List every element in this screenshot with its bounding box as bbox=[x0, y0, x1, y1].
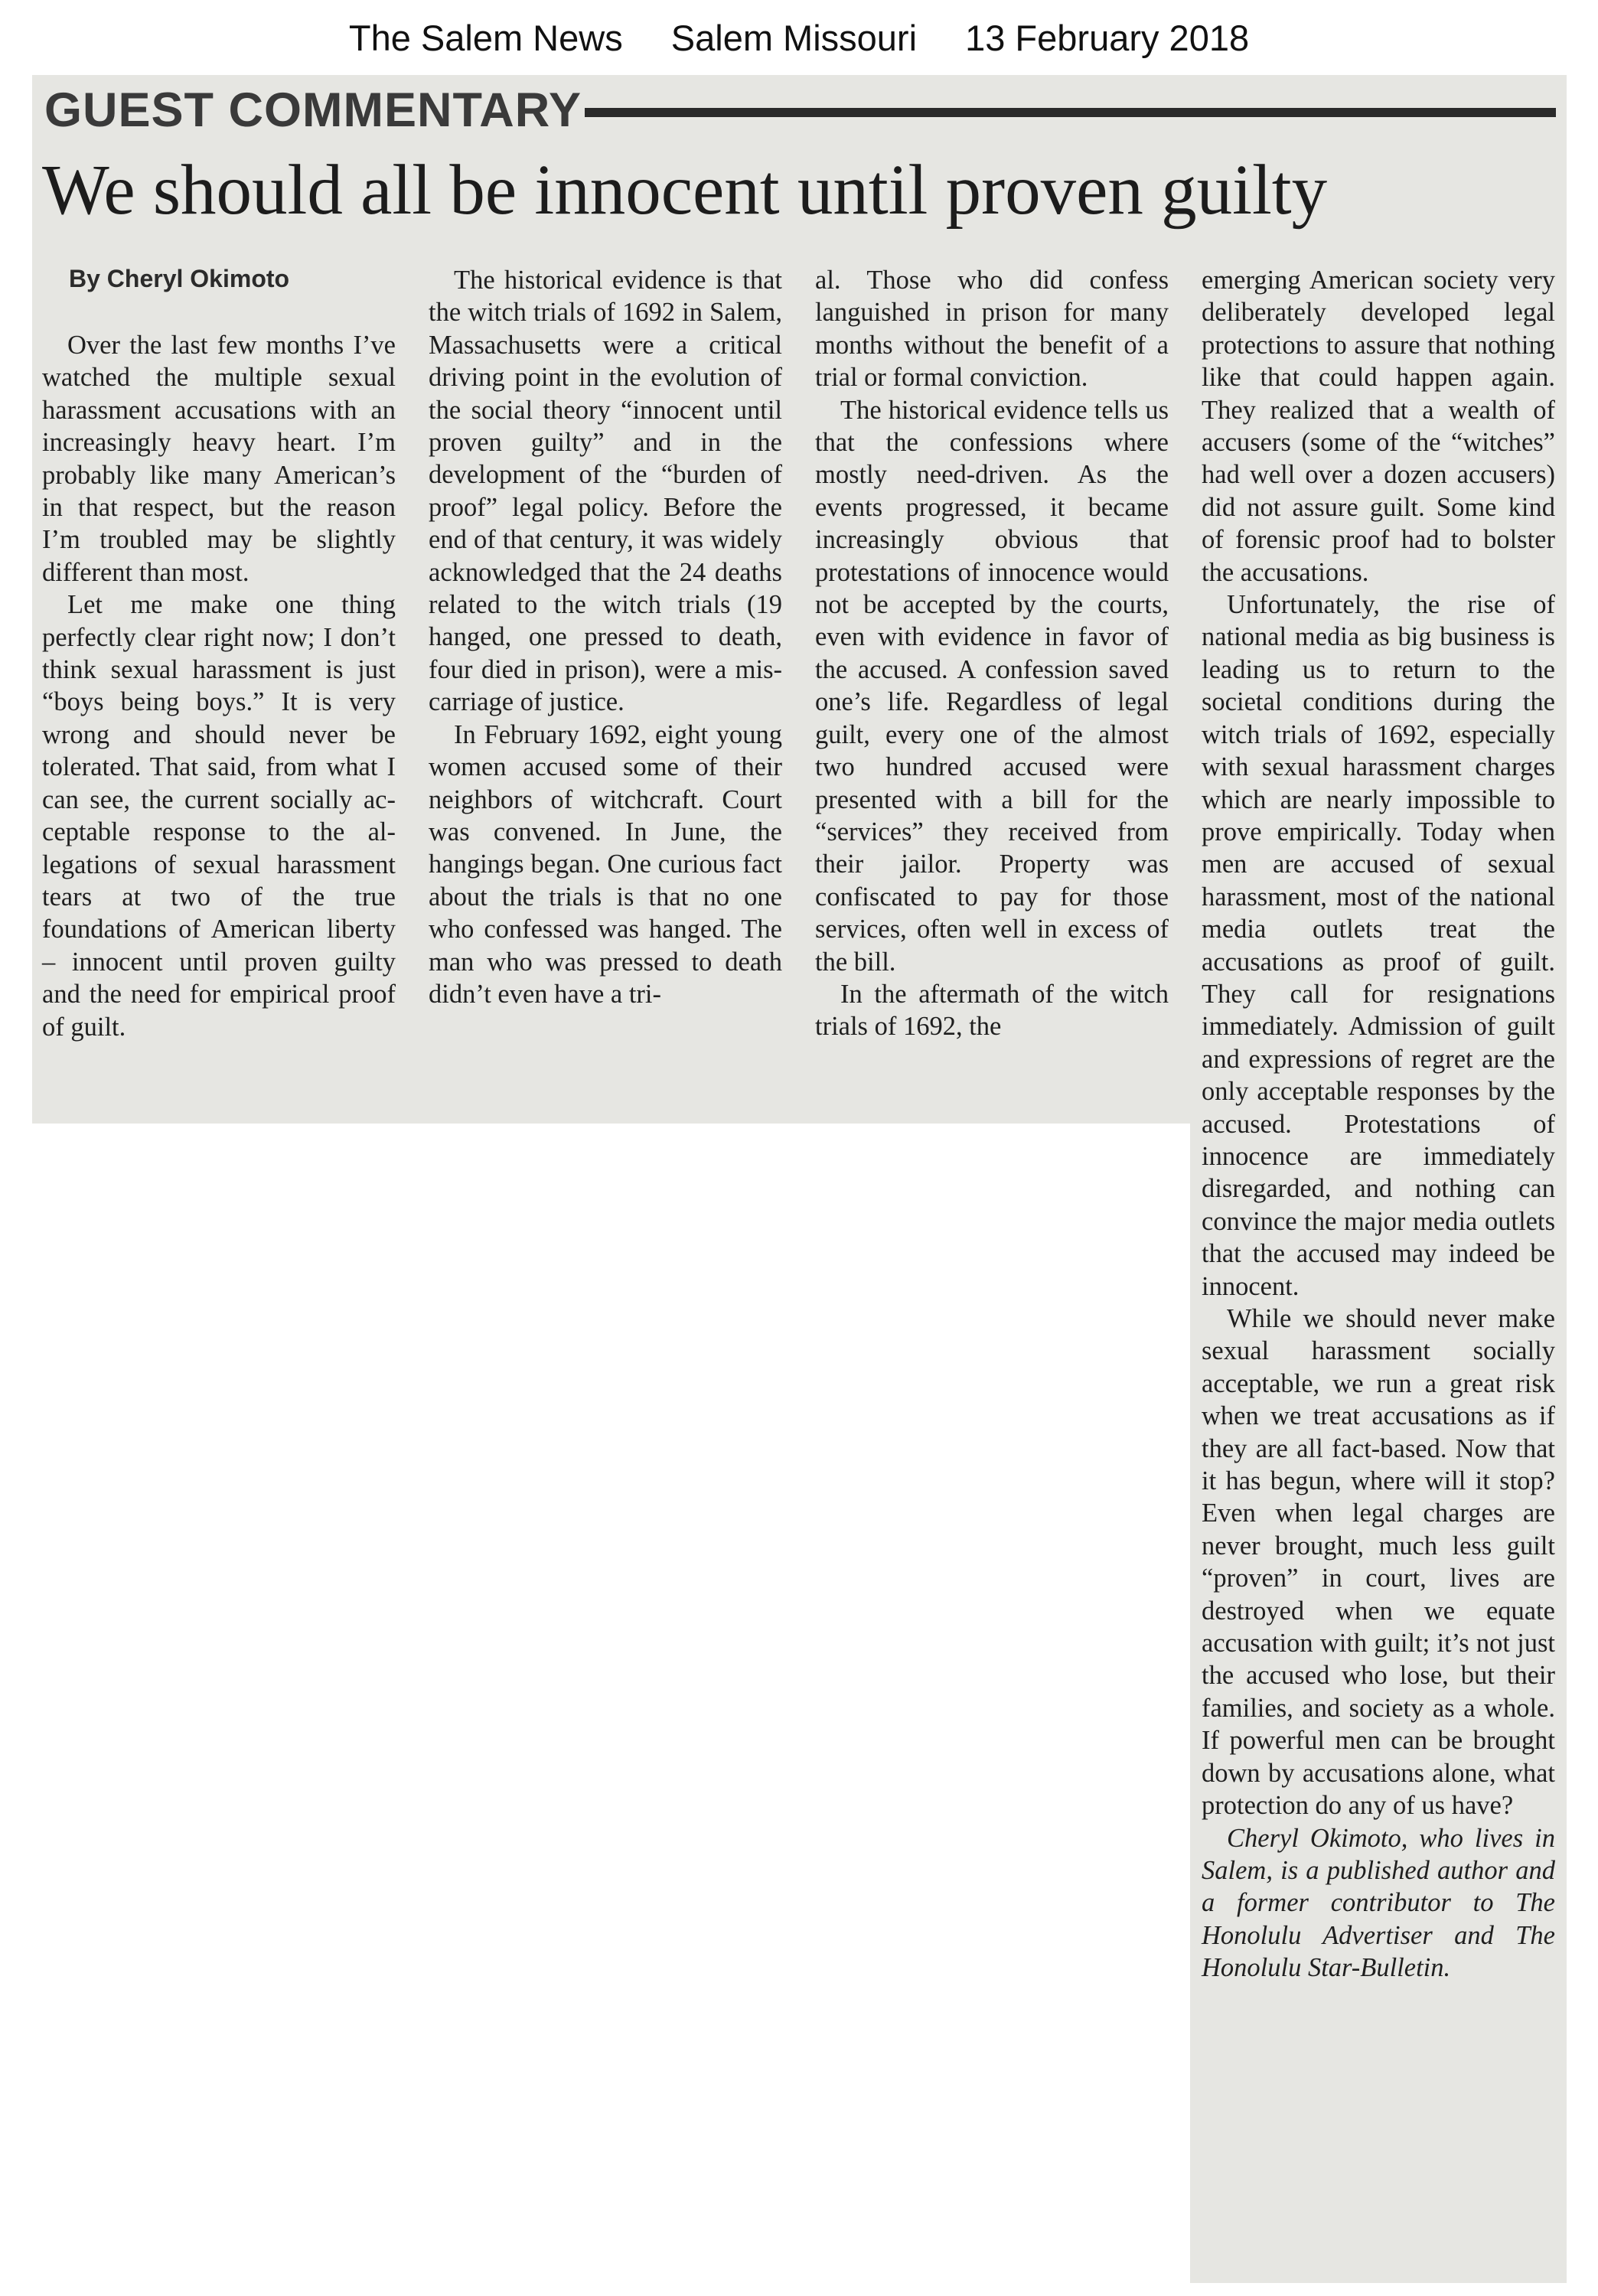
article-byline: By Cheryl Okimoto bbox=[69, 265, 290, 292]
paragraph: The historical evidence tells us that the confessions where mostly need-driven. As the events progressed, it became increasingly obvious that protestations of innocence would not be accepted by the courts, even with evidence in favor of the accused. A confession saved one’s life. Regardless of legal guilt, every one of the almost two hundred accused were presented with a bill for the “services” they received from their jailor. Property was confiscated to pay for those services, often well in excess of the bill. bbox=[815, 395, 1169, 977]
article-headline: We should all be innocent until proven guilty bbox=[42, 151, 1328, 230]
publication-date: 13 February 2018 bbox=[965, 18, 1250, 58]
paragraph: While we should never make sexual harassment socially acceptable, we run a great risk when we treat accusations as if they are all fact-based. Now that it has begun, where will it stop? Even when legal charges are never brought, much less guilt “proven” in court, lives are destroyed when we equate accusation with guilt; it’s not just the accused who lose, but their families, and society as a whole. If powerful men can be brought down by accusations alone, what protection do any of us have? bbox=[1202, 1304, 1555, 1821]
article-column-4 bbox=[1202, 264, 1555, 1985]
section-rule bbox=[585, 108, 1556, 117]
paragraph: emerging American society very deliberately developed legal protections to assure that nothing like that could happen again. They realized that a wealth of accusers (some of the “witches” had well over a dozen accusers) did not assure guilt. Some kind of forensic proof had to bolster the accusations. bbox=[1202, 266, 1555, 587]
paragraph: In February 1692, eight young women accused some of their neighbors of witchcraft. Court was convened. In June, the hangings began. One curious fact about the trials is that no one who confessed was hanged. The man who was pressed to death didn’t even have a tri- bbox=[429, 719, 782, 1009]
paragraph: The historical evidence is that the witch trials of 1692 in Salem, Massachusetts were a critical driving point in the evolution of the social theory “innocent until proven guilty” and in the development of the “burden of proof” legal policy. Before the end of that century, it was widely acknowledged that the 24 deaths related to the witch trials (19 hanged, one pressed to death, four died in prison), were a miscarriage of justice. bbox=[429, 266, 782, 717]
page-header bbox=[0, 17, 1598, 59]
article-column-3 bbox=[815, 264, 1169, 1043]
article-column-1 bbox=[42, 329, 396, 1043]
paragraph: al. Those who did confess languished in prison for many months without the benefit of a trial or formal conviction. bbox=[815, 266, 1169, 393]
paragraph: In the aftermath of the witch trials of 1692, the bbox=[815, 979, 1169, 1042]
publication-location: Salem Missouri bbox=[670, 18, 918, 58]
article-column-2 bbox=[429, 264, 782, 1010]
paragraph: Unfortunately, the rise of national media as big business is leading us to return to the societal conditions during the witch trials of 1692, especially with sexual harassment charges which are nearly impossible to prove empirically. Today when men are accused of sexual harassment, most of the national media outlets treat the accusations as proof of guilt. They call for resignations immediately. Admission of guilt and expressions of regret are the only acceptable responses by the accused. Protestations of innocence are immediately disregarded, and nothing can convince the major media outlets that the accused may indeed be innocent. bbox=[1202, 590, 1555, 1301]
paragraph: Let me make one thing perfectly clear right now; I don’t think sexual harassment is just “boys being boys.” It is very wrong and should never be tolerated. That said, from what I can see, the current socially acceptable response to the allegations of sexual harassment tears at two of the true foundations of American liberty – innocent until proven guilty and the need for empirical proof of guilt. bbox=[42, 590, 396, 1042]
author-bio: Cheryl Okimoto, who lives in Salem, is a published author and a former contributor to The Honolulu Advertiser and The Honolulu Star-Bulletin. bbox=[1202, 1823, 1555, 1983]
section-bar bbox=[44, 83, 1556, 138]
paragraph: Over the last few months I’ve watched the multiple sexual harassment accusations with an increasingly heavy heart. I’m probably like many American’s in that respect, but the reason I’m troubled may be slightly different than most. bbox=[42, 331, 396, 587]
publication-name: The Salem News bbox=[348, 18, 623, 58]
section-label: GUEST COMMENTARY bbox=[44, 83, 582, 137]
